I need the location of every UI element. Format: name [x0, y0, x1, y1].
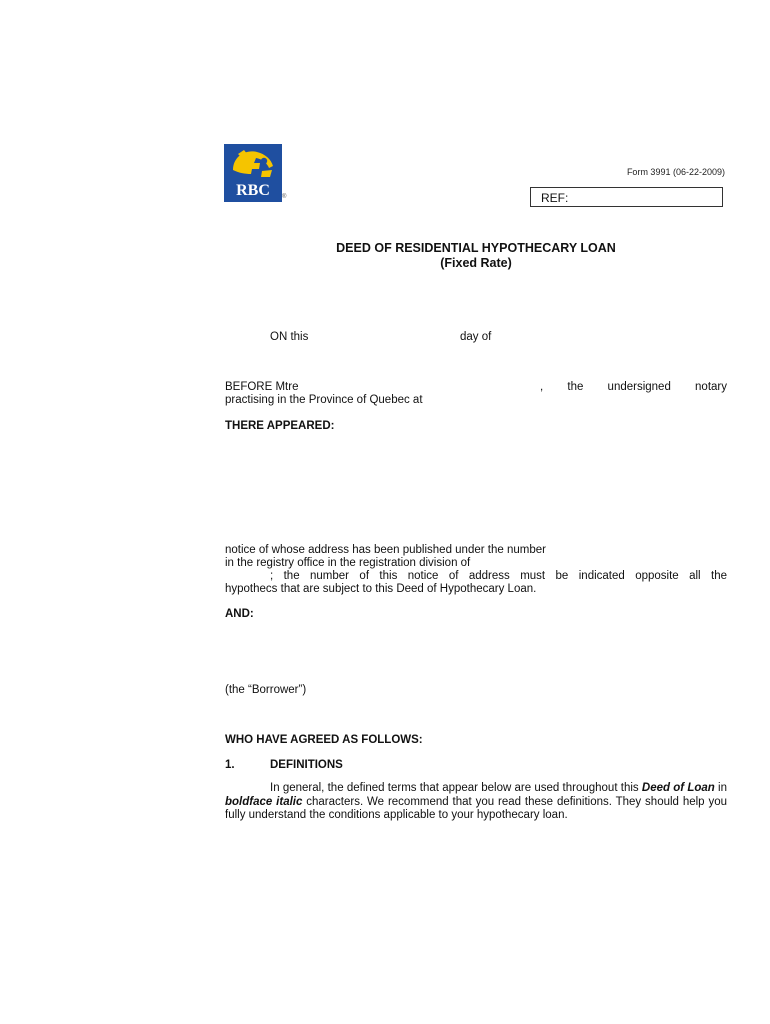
notary-word: notary	[695, 381, 727, 393]
definitions-text-3: characters. We recommend that you read these definitions. They should help you fully understand the conditions applicable to your hypothecary loan.	[225, 795, 727, 821]
practising-line: practising in the Province of Quebec at	[225, 394, 423, 406]
definitions-text-2: in	[714, 782, 727, 794]
notice-line-2: in the registry office in the registration division of	[225, 557, 471, 569]
boldface-italic-term: boldface italic	[225, 795, 303, 808]
definitions-paragraph	[225, 782, 727, 823]
notary-undersigned: undersigned	[607, 381, 671, 393]
deed-of-loan-term: Deed of Loan	[641, 782, 715, 794]
and-heading: AND:	[225, 608, 254, 620]
document-title	[225, 241, 727, 271]
notice-line-1: notice of whose address has been published under the number	[225, 544, 546, 556]
agreed-heading: WHO HAVE AGREED AS FOLLOWS:	[225, 734, 423, 746]
section-number: 1.	[225, 759, 235, 771]
on-this-label: ON this	[270, 331, 309, 343]
notary-line	[540, 381, 727, 394]
ref-field[interactable]	[530, 187, 723, 207]
notice-line-4: hypothecs that are subject to this Deed of Hypothecary Loan.	[225, 583, 537, 595]
rbc-lion-logo-icon	[224, 144, 282, 202]
notary-comma: ,	[540, 381, 544, 393]
day-of-label: day of	[460, 331, 492, 343]
notice-line-3: ; the number of this notice of address must be indicated opposite all the	[270, 570, 727, 582]
title-line-2: (Fixed Rate)	[440, 256, 512, 270]
section-heading: DEFINITIONS	[270, 759, 343, 771]
logo-text: RBC	[236, 182, 270, 199]
there-appeared-heading: THERE APPEARED:	[225, 420, 335, 432]
notary-the: the	[567, 381, 584, 393]
ref-label: REF:	[541, 191, 569, 205]
definitions-text-1: In general, the defined terms that appear below are used throughout this	[270, 782, 642, 794]
registered-mark: ®	[282, 194, 287, 200]
borrower-label: (the “Borrower”)	[225, 684, 307, 696]
title-line-1: DEED OF RESIDENTIAL HYPOTHECARY LOAN	[336, 241, 616, 255]
before-mtre-label: BEFORE Mtre	[225, 381, 299, 393]
rbc-logo	[224, 144, 282, 202]
form-number: Form 3991 (06-22-2009)	[626, 167, 725, 177]
